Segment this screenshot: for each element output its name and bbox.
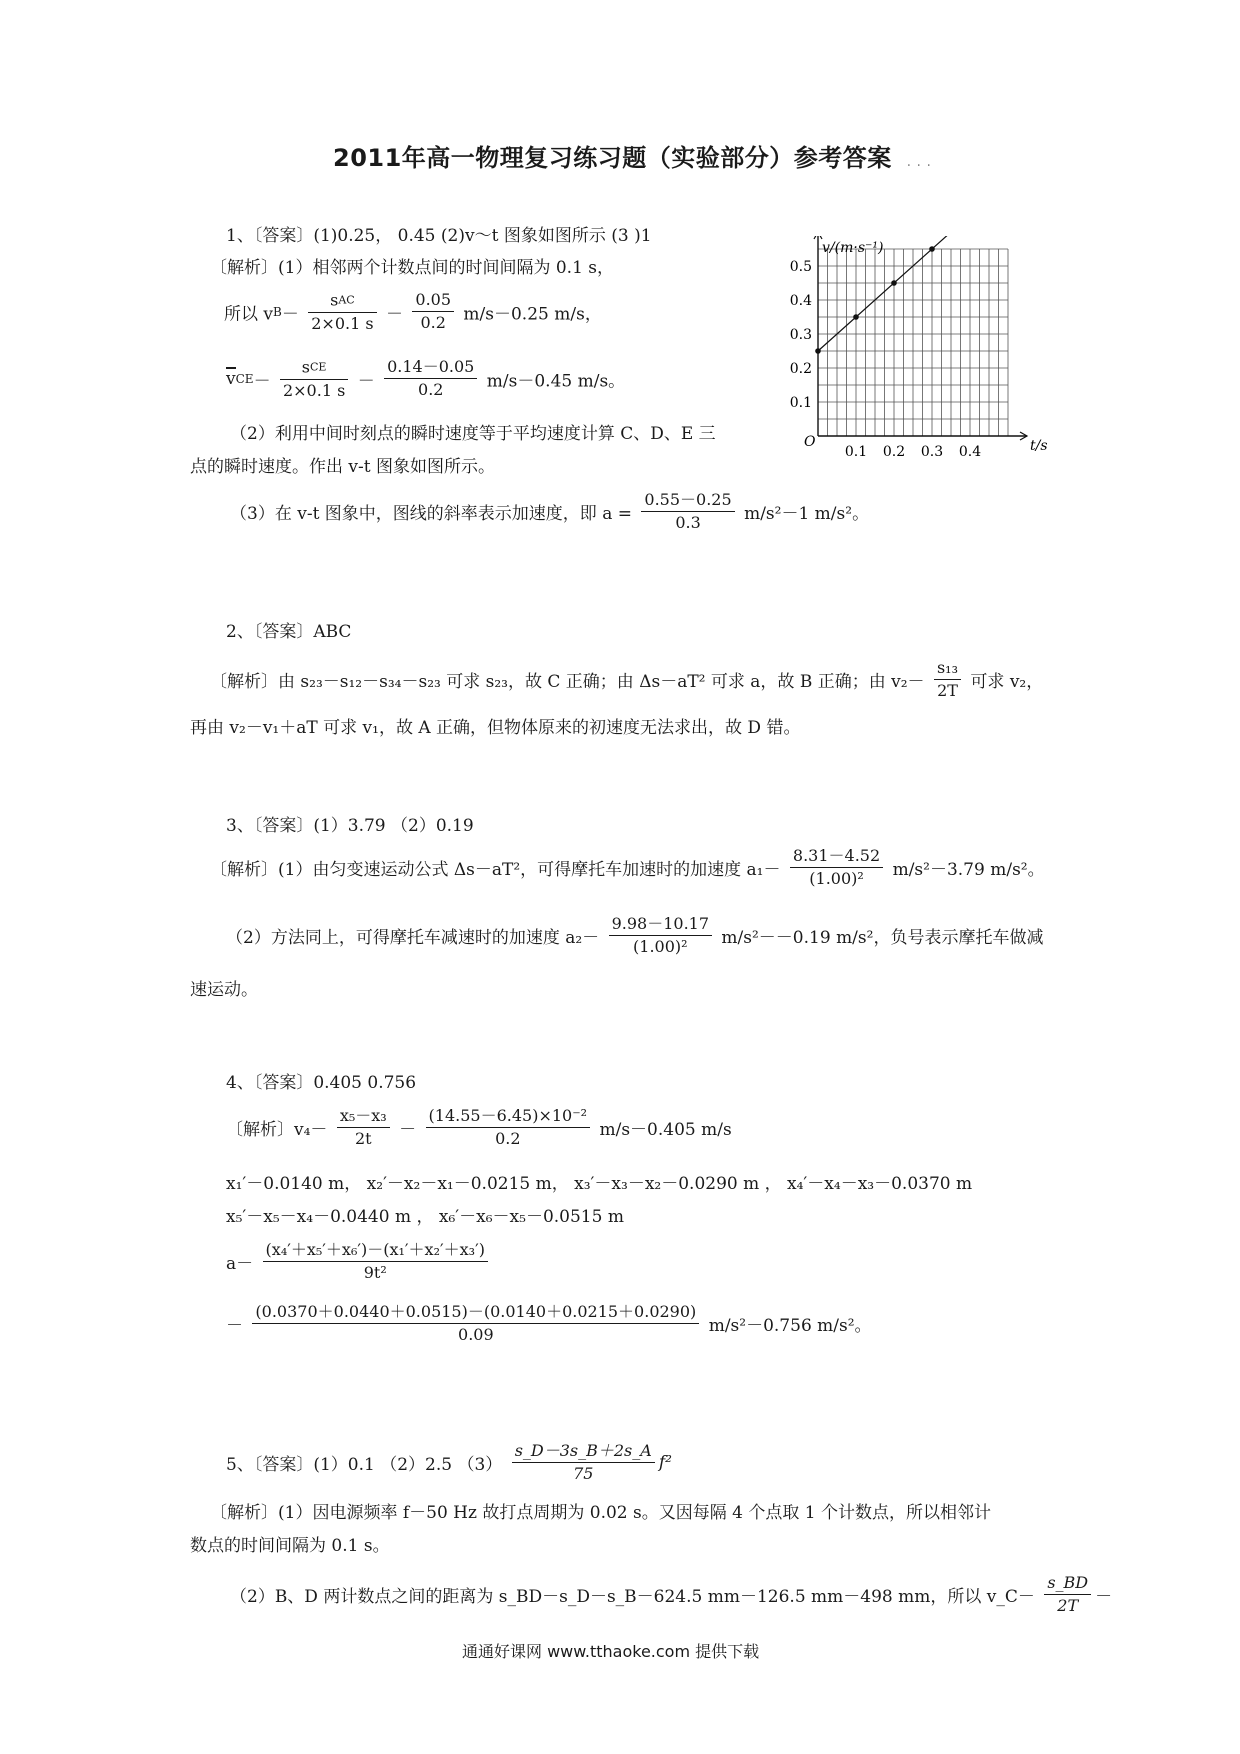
- x-tick-label: 0.4: [958, 444, 982, 460]
- q4-a-result: [226, 1302, 872, 1345]
- q4-answer: 4、〔答案〕0.405 0.756: [226, 1073, 417, 1093]
- q4-v4-pre: 〔解析〕v₄－: [226, 1120, 328, 1140]
- chart-axes: [814, 236, 1027, 440]
- q5-analysis-1b: 数点的时间间隔为 0.1 s。: [190, 1536, 390, 1556]
- y-tick-label: 0.4: [789, 293, 812, 309]
- q1-vb-n1: s: [330, 290, 339, 310]
- q3-answer: 3、〔答案〕(1）3.79 （2）0.19: [226, 816, 474, 836]
- q5-p2-d: 2T: [1057, 1596, 1079, 1615]
- q1-vce-sub: CE: [235, 371, 254, 386]
- data-point: [929, 246, 935, 252]
- q5-answer-tail: f²: [658, 1452, 672, 1473]
- q3-frac2-n: 9.98－10.17: [609, 914, 712, 936]
- q1-slope-pre: （3）在 v-t 图象中，图线的斜率表示加速度，即 a =: [230, 504, 632, 524]
- q2-frac-d: 2T: [937, 681, 958, 700]
- q1-vb-d2: 0.2: [420, 313, 446, 333]
- q1-vb-sub: B: [273, 304, 282, 319]
- q2-analysis-2: 再由 v₂－v₁＋aT 可求 v₁，故 A 正确，但物体原来的初速度无法求出，故 D 错。: [190, 718, 801, 738]
- q5-answer-pre: 5、〔答案〕(1）0.1 （2）2.5 （3）: [226, 1455, 503, 1475]
- q5-p2-frac: [1044, 1573, 1091, 1616]
- q1-answer: 1、〔答案〕(1)0.25， 0.45 (2)v～t 图象如图所示 (3 )1: [226, 226, 652, 246]
- q1-vce-d1: 2×0.1 s: [282, 380, 346, 400]
- q4-b-frac: [252, 1302, 699, 1345]
- data-point: [815, 348, 821, 354]
- q5-p2-tail: －: [1095, 1587, 1113, 1607]
- q1-analysis-2b: 点的瞬时速度。作出 v-t 图象如图所示。: [190, 457, 495, 477]
- y-tick-label: 0.3: [789, 327, 812, 343]
- q1-vce-n1-sub: CE: [310, 360, 327, 374]
- q1-vb-frac2: [412, 290, 454, 333]
- q4-b-pre: －: [226, 1316, 243, 1336]
- q4-v4-d2: 0.2: [495, 1129, 521, 1148]
- q2-p1-pre: 〔解析〕由 s₂₃－s₁₂－s₃₄－s₂₃ 可求 s₂₃，故 C 正确；由 Δs－aT² 可求 a，故 B 正确；由 v₂－: [210, 672, 925, 692]
- q5-answer: [226, 1441, 672, 1484]
- q1-slope-frac: [641, 490, 734, 533]
- q4-b-d: 0.09: [458, 1325, 494, 1344]
- q3-analysis-2b: 速运动。: [190, 980, 258, 1000]
- q1-vce-n1: s: [301, 357, 311, 377]
- q1-slope-n: 0.55－0.25: [641, 490, 734, 512]
- q1-vce-v: v: [226, 368, 236, 389]
- q5-p2-pre: （2）B、D 两计数点之间的距离为 s_BD－s_D－s_B－624.5 mm－126.5 mm－498 mm，所以 v_C－: [230, 1587, 1035, 1607]
- q4-a-pre: a－: [226, 1254, 254, 1274]
- q5-answer-frac: [512, 1441, 655, 1484]
- data-point: [891, 280, 897, 286]
- q2-frac: [934, 658, 961, 701]
- q1-vce-tail: m/s－0.45 m/s。: [486, 371, 626, 392]
- q4-b-n: (0.0370＋0.0440＋0.0515)－(0.0140＋0.0215＋0.0290): [252, 1302, 699, 1324]
- q2-frac-n: s₁₃: [934, 658, 961, 680]
- q2-analysis-1: [210, 658, 1043, 701]
- q4-v4-n2: (14.55－6.45)×10⁻²: [426, 1106, 591, 1128]
- chart-grid: [818, 249, 1008, 436]
- q5-p2-n: s_BD: [1044, 1573, 1091, 1595]
- q2-answer: 2、〔答案〕ABC: [226, 622, 352, 642]
- chart-origin: O: [804, 434, 816, 450]
- q3-frac1-n: 8.31－4.52: [790, 846, 883, 868]
- page-footer: 通通好课网 www.tthaoke.com 提供下载: [462, 1642, 760, 1661]
- q3-p2-tail: m/s²－－0.19 m/s²，负号表示摩托车做减: [721, 928, 1044, 948]
- q3-frac1: [790, 846, 883, 889]
- q1-vce-frac2: [384, 357, 477, 400]
- chart-ylabel: v/(m·s⁻¹): [822, 240, 884, 256]
- title-dots: . . .: [906, 154, 932, 170]
- q1-vce-frac1: [280, 357, 348, 401]
- q4-v4-frac2: [426, 1106, 591, 1149]
- q5-answer-n: s_D－3s_B＋2s_A: [512, 1441, 655, 1463]
- chart-xlabel: t/s: [1030, 438, 1048, 454]
- q1-slope-equation: [230, 490, 869, 533]
- q4-v4-n1: x₅－x₃: [337, 1106, 390, 1128]
- q3-frac2-d: (1.00)²: [633, 937, 688, 956]
- q1-vce-n2: 0.14－0.05: [384, 357, 477, 379]
- q5-analysis-1a: 〔解析〕(1）因电源频率 f－50 Hz 故打点周期为 0.02 s。又因每隔 4 个点取 1 个计数点，所以相邻计: [210, 1503, 991, 1523]
- y-tick-label: 0.2: [789, 361, 812, 377]
- q1-analysis-2a: （2）利用中间时刻点的瞬时速度等于平均速度计算 C、D、E 三: [230, 424, 716, 444]
- q1-vb-frac1: [308, 290, 376, 334]
- q1-analysis-1: 〔解析〕(1）相邻两个计数点间的时间间隔为 0.1 s，: [210, 258, 615, 278]
- q1-vce-equation: vCE－ $\frac{\text{sCE}}{2\times 0.1 s}$ － $\frac{0.14-0.05}{0.2}$ m/s－0.45 m/s。: [226, 357, 626, 400]
- q1-vb-n2: 0.05: [412, 290, 454, 312]
- q4-v4-d1: 2t: [354, 1129, 372, 1148]
- q1-vb-tail: m/s－0.25 m/s，: [463, 304, 602, 325]
- q4-a-frac: [263, 1240, 488, 1283]
- q5-analysis-2: [230, 1573, 1112, 1616]
- q3-p2-pre: （2）方法同上，可得摩托车减速时的加速度 a₂－: [226, 928, 600, 948]
- q3-p1-tail: m/s²－3.79 m/s²。: [892, 860, 1045, 880]
- q3-frac2: [609, 914, 712, 957]
- q4-a-d: 9t²: [363, 1263, 387, 1282]
- q1-slope-tail: m/s²－1 m/s²。: [744, 504, 870, 524]
- data-point: [853, 314, 859, 320]
- q1-slope-d: 0.3: [675, 513, 701, 532]
- q3-p1-pre: 〔解析〕(1）由匀变速运动公式 Δs－aT²，可得摩托车加速时的加速度 a₁－: [210, 860, 781, 880]
- x-tick-label: 0.3: [920, 444, 944, 460]
- vt-chart: [780, 236, 1060, 468]
- q4-a-n: (x₄′＋x₅′＋x₆′)－(x₁′＋x₂′＋x₃′): [263, 1240, 488, 1262]
- q4-v4-equation: 〔解析〕v₄－ $\frac{\text{x₅－x₃}}{2t}$ － $\frac{\text{(14.55－6.45)×10⁻²}}{0.2}$ m/s－0.405 m/s: [226, 1106, 732, 1148]
- q3-analysis-2: [226, 914, 1043, 957]
- y-tick-label: 0.5: [789, 259, 812, 275]
- q3-frac1-d: (1.00)²: [809, 869, 864, 888]
- x-tick-label: 0.1: [844, 444, 868, 460]
- page-title: [333, 138, 931, 173]
- q5-answer-d: 75: [573, 1464, 594, 1483]
- q4-x-line-1: x₁′－0.0140 m， x₂′－x₂－x₁－0.0215 m， x₃′－x₃－x₂－0.0290 m ， x₄′－x₄－x₃－0.0370 m: [226, 1174, 973, 1194]
- q1-vb-n1-sub: AC: [338, 293, 355, 307]
- q2-p1-tail: 可求 v₂，: [970, 672, 1044, 692]
- q3-analysis-1: [210, 846, 1045, 889]
- q1-vb-eq: －: [281, 304, 299, 325]
- page-title-text: 2011年高一物理复习练习题（实验部分）参考答案: [333, 144, 892, 172]
- q1-vce-d2: 0.2: [418, 380, 444, 400]
- q4-v4-tail: m/s－0.405 m/s: [599, 1120, 732, 1140]
- q4-v4-frac1: [337, 1106, 390, 1149]
- q1-vb-prefix: 所以 v: [224, 304, 274, 325]
- q4-b-tail: m/s²－0.756 m/s²。: [708, 1316, 872, 1336]
- q4-a-formula: [226, 1240, 492, 1283]
- x-tick-label: 0.2: [882, 444, 906, 460]
- y-tick-label: 0.1: [789, 395, 812, 411]
- q1-vb-equation: 所以 vB－ $\frac{\text{sAC}}{2\times 0.1 s}$ － $\frac{0.05}{0.2}$ m/s－0.25 m/s，: [224, 290, 602, 333]
- q4-x-line-2: x₅′－x₅－x₄－0.0440 m ， x₆′－x₆－x₅－0.0515 m: [226, 1207, 624, 1227]
- q1-vb-d1: 2×0.1 s: [311, 313, 374, 333]
